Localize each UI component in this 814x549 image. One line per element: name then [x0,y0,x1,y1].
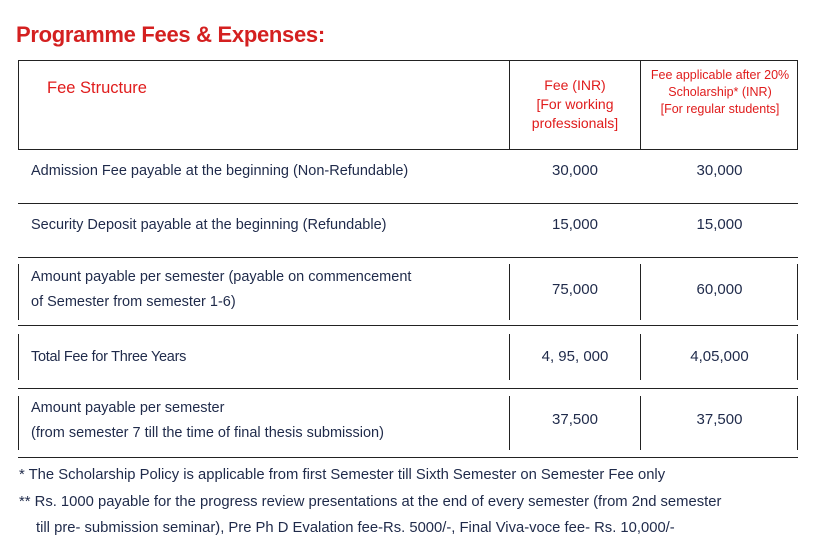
row-divider [18,325,798,326]
table-border-left [18,396,19,450]
table-border-bottom [18,457,798,458]
row-label: Amount payable per semester (payable on commencement [31,269,412,285]
footnote-scholarship: * The Scholarship Policy is applicable from first Semester till Sixth Semester on Semester Fee only [19,467,666,483]
fee-working-value: 30,000 [552,162,598,179]
row-label: (from semester 7 till the time of final thesis submission) [31,425,384,441]
header-line: Scholarship* (INR) [668,85,772,99]
fee-working-value: 75,000 [552,281,598,298]
header-line: [For working [536,96,614,112]
table-border-left [18,264,19,320]
page-title: Programme Fees & Expenses: [16,22,325,47]
fee-regular-value: 15,000 [696,216,743,233]
table-border-left [18,334,19,380]
footnote-additional-fees-continued: till pre- submission seminar), Pre Ph D Evalation fee-Rs. 5000/-, Final Viva-voce fee- Rs. 10,000/- [36,520,675,536]
fee-regular-value: 4,05,000 [690,348,749,365]
row-label: Admission Fee payable at the beginning (Non-Refundable) [31,163,409,179]
row-label: Amount payable per semester [31,400,225,416]
header-line: Fee (INR) [544,77,606,93]
row-label: Security Deposit payable at the beginning (Refundable) [31,217,387,233]
fee-regular-value: 30,000 [696,162,743,179]
header-regular-students [641,67,799,118]
fee-regular-value: 37,500 [696,411,743,428]
row-divider [18,257,798,258]
table-border-top [18,60,798,61]
row-label: of Semester from semester 1-6) [31,294,236,310]
header-line: [For regular students] [660,102,780,116]
footnote-additional-fees: ** Rs. 1000 payable for the progress review presentations at the end of every semester (from 2nd semester [19,494,722,510]
header-line: professionals] [531,115,619,131]
fee-working-value: 15,000 [552,216,598,233]
header-fee-structure: Fee Structure [47,79,147,97]
row-divider [18,388,798,389]
header-working-professionals [512,76,638,133]
header-line: Fee applicable after 20% [650,68,790,82]
column-divider [509,60,510,149]
fee-working-value: 4, 95, 000 [541,348,609,365]
row-divider [18,203,798,204]
row-label: Total Fee for Three Years [31,349,187,365]
table-border-left [18,60,19,149]
fee-regular-value: 60,000 [696,281,743,298]
fee-working-value: 37,500 [552,411,598,428]
row-divider [18,149,798,150]
